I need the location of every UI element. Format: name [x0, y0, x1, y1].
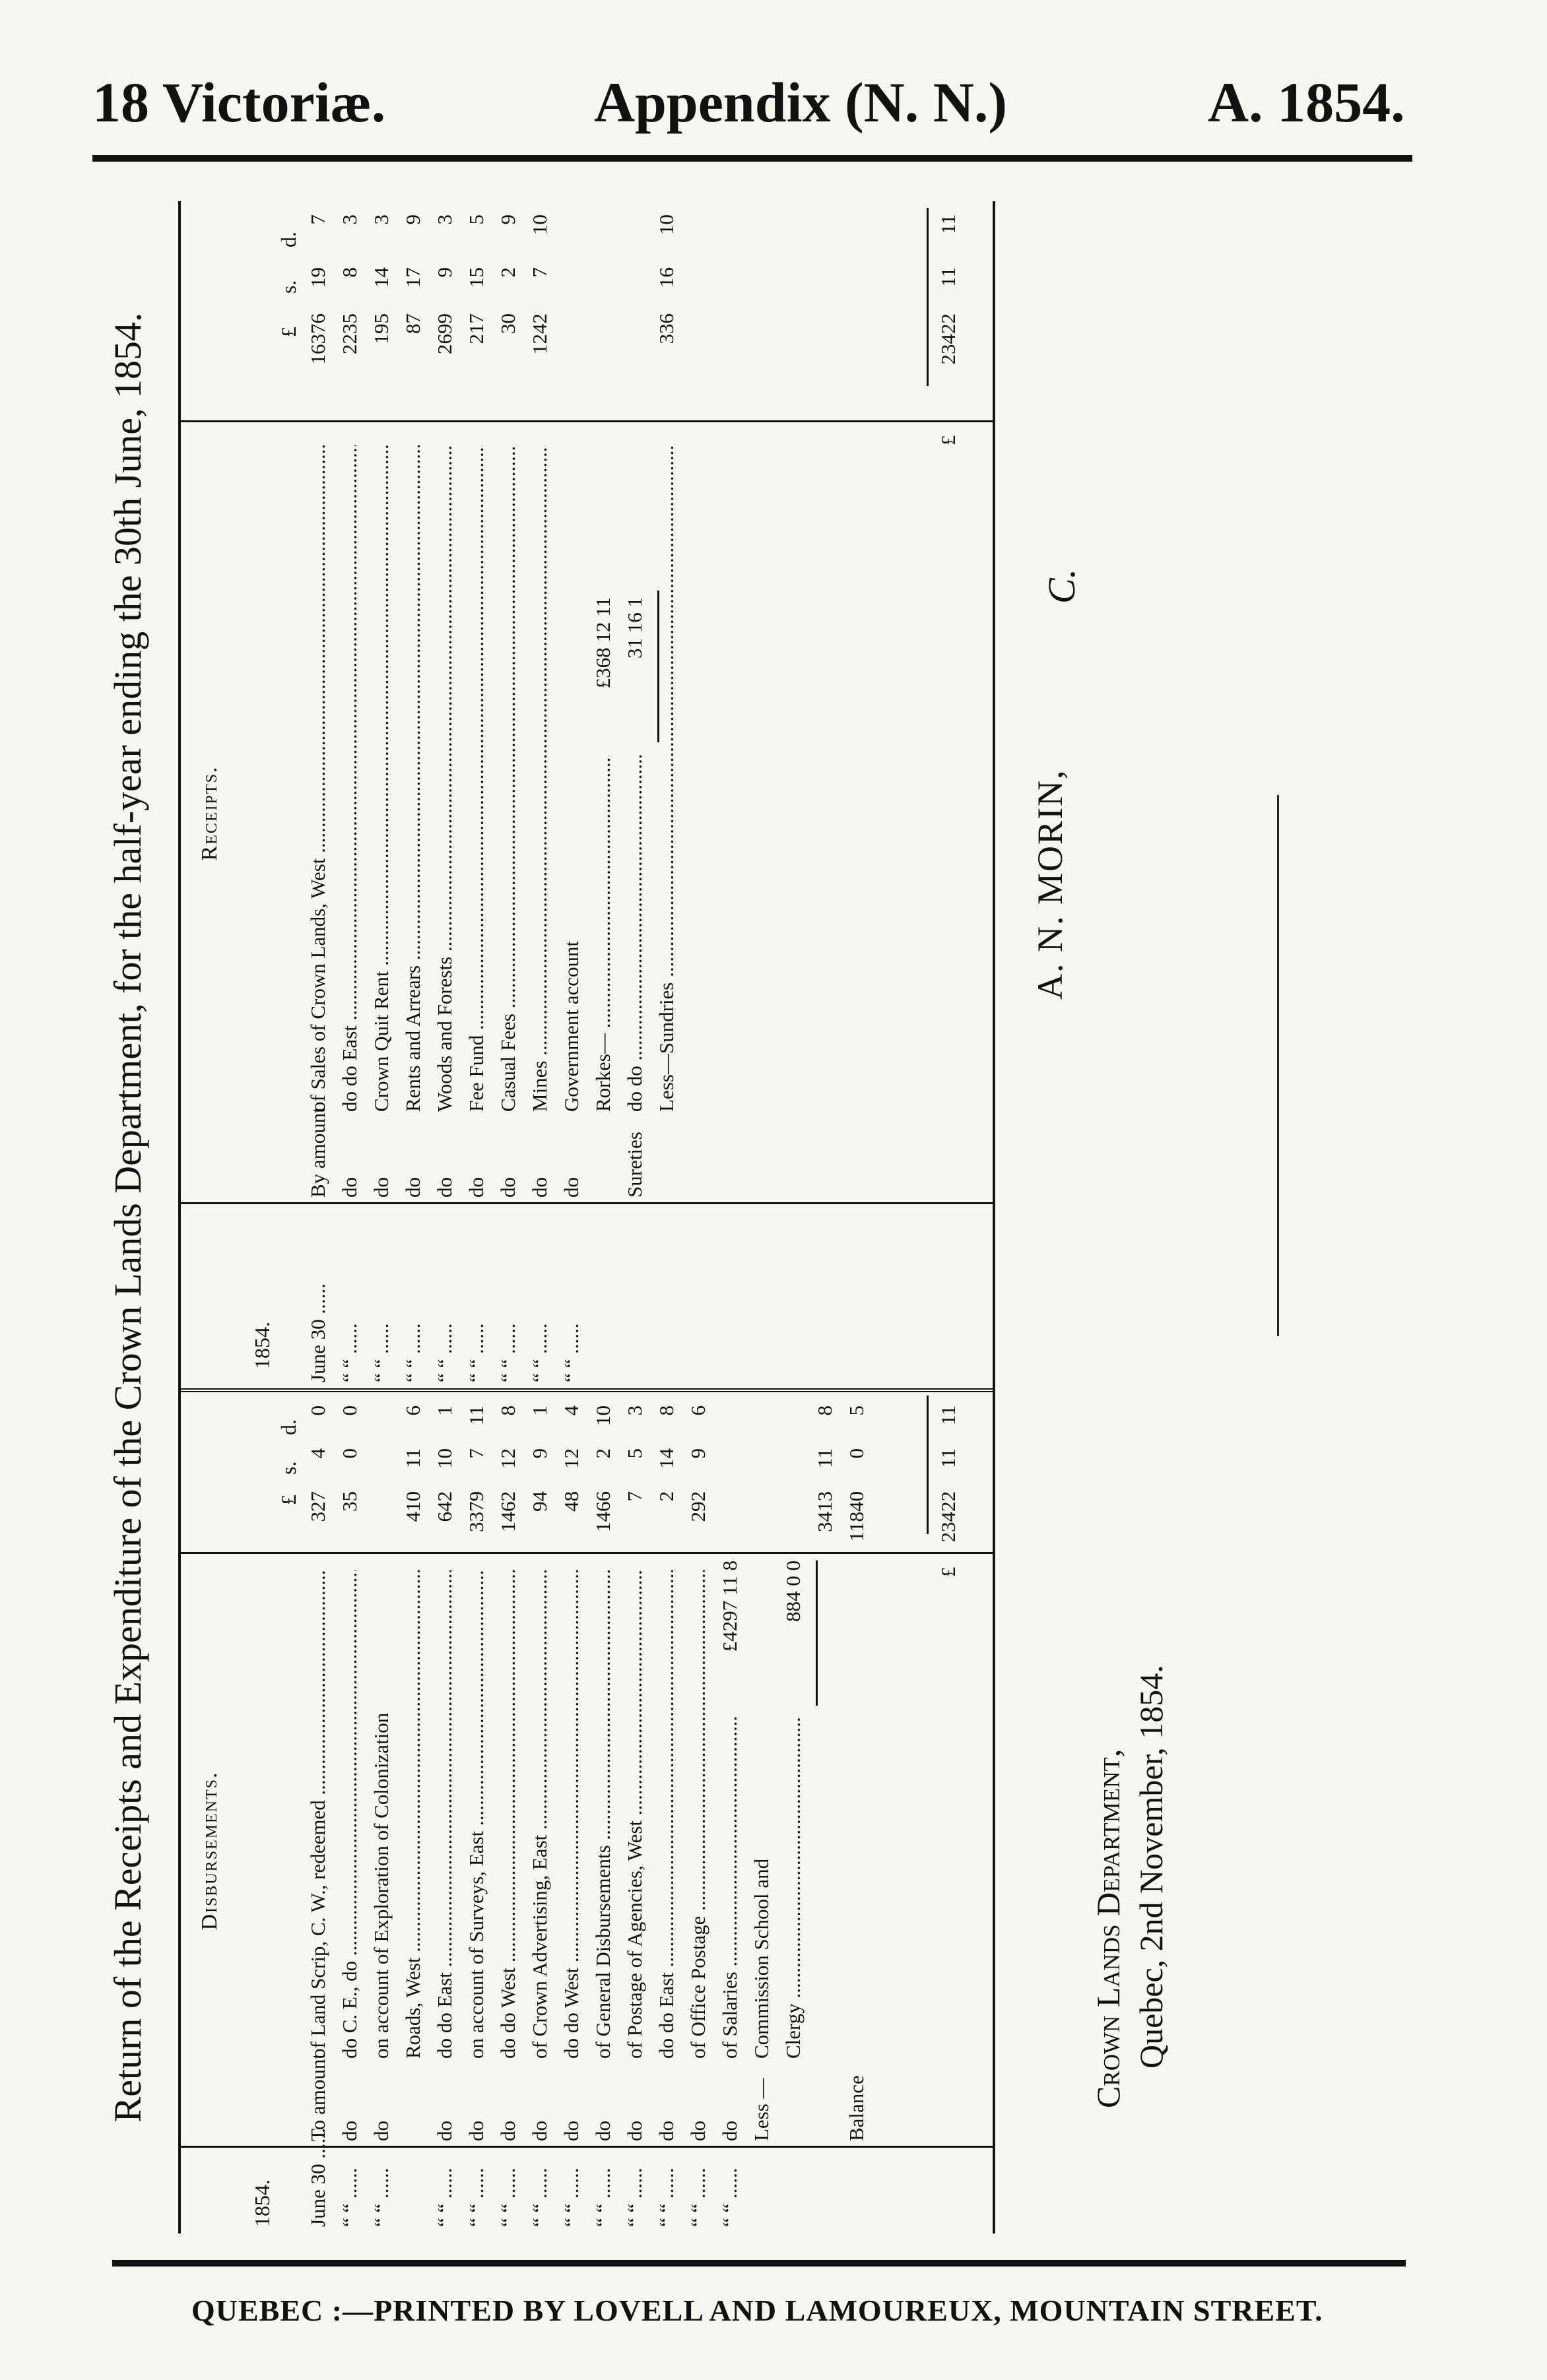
- ledger-table: [178, 201, 995, 2234]
- row-date: “ “ ......: [433, 1323, 456, 1382]
- row-pence: 0: [338, 1405, 361, 1416]
- row-description: Clergy .....: [781, 1716, 805, 2059]
- row-date: “ “ ......: [560, 1323, 583, 1382]
- row-description: do do East .....: [655, 1570, 678, 2059]
- row-pounds: 2699: [433, 313, 456, 354]
- row-description: do do West .....: [560, 1570, 583, 2059]
- receipts-row: [528, 201, 551, 2234]
- header-session: 18 Victoriæ.: [92, 71, 386, 134]
- row-subamount: 31 16 1: [623, 597, 646, 659]
- row-prefix: do: [338, 2121, 361, 2141]
- row-pence: 11: [465, 1405, 488, 1425]
- row-pounds: 2: [655, 1491, 678, 1502]
- disbursements-row: [718, 201, 741, 2234]
- row-pounds: 1462: [496, 1491, 519, 1532]
- disbursements-row: [781, 201, 805, 2234]
- row-pounds: 336: [655, 313, 678, 344]
- receipts-row: [496, 201, 519, 2234]
- row-shillings: 16: [655, 267, 678, 288]
- row-description: Commission School and: [750, 1858, 773, 2059]
- row-date: “ “ ......: [370, 2168, 393, 2227]
- row-prefix: By amount: [306, 1107, 329, 1198]
- row-subamount: 884 0 0: [781, 1560, 805, 1622]
- row-pence: 5: [845, 1405, 868, 1416]
- row-description: do do .....: [623, 756, 646, 1112]
- rec-pence-head: d.: [277, 232, 300, 247]
- subtotal-rule: [657, 591, 659, 742]
- row-pounds: 292: [686, 1491, 709, 1522]
- disb-pound-head: £: [277, 1495, 300, 1505]
- receipts-row: [591, 201, 614, 2234]
- row-pence: 8: [655, 1405, 678, 1416]
- row-prefix: Balance: [845, 2075, 868, 2141]
- receipts-row: [338, 201, 361, 2234]
- row-pence: 10: [528, 214, 551, 235]
- printer-footer: QUEBEC :—PRINTED BY LOVELL AND LAMOUREUX, MOUNTAIN STREET.: [191, 2294, 1323, 2327]
- row-prefix: Sureties: [623, 1132, 646, 1198]
- row-pounds: 1242: [528, 313, 551, 354]
- row-pounds: 410: [401, 1491, 424, 1522]
- row-shillings: 12: [560, 1448, 583, 1469]
- rec-total-symbol: £: [937, 435, 960, 445]
- row-date: “ “ ......: [465, 1323, 488, 1382]
- header-year: A. 1854.: [1208, 71, 1405, 134]
- row-prefix: do: [496, 1177, 519, 1198]
- col-rule: [181, 2146, 993, 2148]
- signature-line: [1277, 795, 1279, 1336]
- department-name: Crown Lands Department,: [1090, 1749, 1127, 2108]
- row-date: “ “ ......: [528, 2168, 551, 2227]
- bottom-rule: [112, 2260, 1406, 2267]
- rotated-return-page: [99, 201, 1393, 2234]
- row-description: Rorkes— .....: [591, 756, 614, 1112]
- row-pence: 3: [433, 214, 456, 225]
- row-shillings: 2: [496, 267, 519, 278]
- row-date: “ “ ......: [623, 2168, 646, 2227]
- row-prefix: do: [433, 1177, 456, 1198]
- row-pence: 9: [496, 214, 519, 225]
- row-description: of Salaries .....: [718, 1716, 741, 2059]
- row-pounds: 642: [433, 1491, 456, 1522]
- row-shillings: 5: [623, 1448, 646, 1459]
- row-prefix: do: [560, 1177, 583, 1198]
- receipts-row: [623, 201, 646, 2234]
- row-pounds: 327: [306, 1491, 329, 1522]
- disbursements-heading: Disbursements.: [197, 1771, 222, 1931]
- row-pence: 3: [623, 1405, 646, 1416]
- rec-total-rule: [927, 208, 929, 386]
- row-description: Rents and Arrears .....: [401, 445, 424, 1112]
- row-date: June 30 ......: [306, 2128, 329, 2227]
- row-prefix: do: [401, 1177, 424, 1198]
- row-pounds: 2235: [338, 313, 361, 354]
- disbursements-row: [686, 201, 709, 2234]
- row-description: do do East .....: [433, 1570, 456, 2059]
- row-pounds: 7: [623, 1491, 646, 1502]
- row-description: on account of Exploration of Colonization: [370, 1712, 393, 2059]
- disb-total-pounds: 23422: [937, 1491, 960, 1543]
- row-description: Woods and Forests .....: [433, 445, 456, 1112]
- row-date: “ “ ......: [338, 2168, 361, 2227]
- disbursements-year: 1854.: [250, 2179, 274, 2227]
- disb-total-symbol: £: [937, 1566, 960, 1577]
- row-shillings: 8: [338, 267, 361, 278]
- row-shillings: 12: [496, 1448, 519, 1469]
- row-date: “ “ ......: [591, 2168, 614, 2227]
- top-rule: [92, 155, 1412, 162]
- disbursements-row: [813, 201, 836, 2234]
- receipts-row: [370, 201, 393, 2234]
- row-pence: 7: [306, 214, 329, 225]
- row-description: do do West .....: [496, 1570, 519, 2059]
- row-description: of General Disbursements .....: [591, 1570, 614, 2059]
- row-pounds: 35: [338, 1491, 361, 1512]
- row-description: Casual Fees .....: [496, 445, 519, 1112]
- row-shillings: 9: [686, 1448, 709, 1459]
- row-date: “ “ ......: [496, 1323, 519, 1382]
- row-prefix: do: [496, 2121, 519, 2141]
- col-rule: [181, 1552, 993, 1554]
- receipts-row: [306, 201, 329, 2234]
- rec-total-pence: 11: [937, 214, 960, 234]
- row-pence: 9: [401, 214, 424, 225]
- row-prefix: do: [465, 1177, 488, 1198]
- rec-total-shillings: 11: [937, 267, 960, 287]
- row-prefix: do: [370, 2121, 393, 2141]
- row-description: of Land Scrip, C. W., redeemed .....: [306, 1570, 329, 2059]
- row-prefix: do: [718, 2121, 741, 2141]
- row-date: “ “ ......: [433, 2168, 456, 2227]
- row-pence: 8: [813, 1405, 836, 1416]
- row-description: of Office Postage .....: [686, 1570, 709, 2059]
- row-description: Fee Fund .....: [465, 445, 488, 1112]
- row-prefix: do: [623, 2121, 646, 2141]
- row-description: do C. E., do .....: [338, 1570, 361, 2059]
- row-pence: 8: [496, 1405, 519, 1416]
- row-shillings: 17: [401, 267, 424, 288]
- row-pounds: 11840: [845, 1491, 868, 1542]
- row-description: of Crown Advertising, East .....: [528, 1570, 551, 2059]
- row-shillings: 7: [528, 267, 551, 278]
- row-description: Less—Sundries .....: [655, 445, 678, 1112]
- row-shillings: 19: [306, 267, 329, 288]
- row-pence: 0: [306, 1405, 329, 1416]
- row-pence: 10: [591, 1405, 614, 1426]
- row-date: “ “ ......: [465, 2168, 488, 2227]
- row-pence: 1: [433, 1405, 456, 1416]
- receipts-row: [433, 201, 456, 2234]
- row-shillings: 15: [465, 267, 488, 288]
- row-pounds: 48: [560, 1491, 583, 1512]
- row-shillings: 7: [465, 1448, 488, 1459]
- row-prefix: do: [338, 1177, 361, 1198]
- row-prefix: do: [686, 2121, 709, 2141]
- subtotal-rule: [816, 1560, 818, 1706]
- row-subamount: £368 12 11: [591, 597, 614, 689]
- receipts-row: [401, 201, 424, 2234]
- disbursements-row: [750, 201, 773, 2234]
- row-shillings: 2: [591, 1448, 614, 1459]
- row-shillings: 0: [338, 1448, 361, 1459]
- row-date: “ “ ......: [401, 1323, 424, 1382]
- row-pounds: 195: [370, 313, 393, 344]
- row-shillings: 11: [813, 1448, 836, 1468]
- receipts-row: [560, 201, 583, 2234]
- row-date: “ “ ......: [528, 1323, 551, 1382]
- row-pence: 5: [465, 214, 488, 225]
- disb-total-shillings: 11: [937, 1448, 960, 1468]
- row-pounds: 3413: [813, 1491, 836, 1532]
- row-description: Mines .....: [528, 445, 551, 1112]
- receipts-row: [465, 201, 488, 2234]
- receipts-heading: Receipts.: [197, 765, 222, 861]
- rec-shilling-head: s.: [277, 280, 300, 294]
- row-pounds: 87: [401, 313, 424, 334]
- row-shillings: 10: [433, 1448, 456, 1469]
- col-rule: [181, 420, 993, 422]
- row-pounds: 30: [496, 313, 519, 334]
- row-date: “ “ ......: [370, 1323, 393, 1382]
- receipts-year: 1854.: [250, 1322, 274, 1369]
- signature-block: [1010, 201, 1379, 2234]
- row-shillings: 9: [528, 1448, 551, 1459]
- row-pence: 10: [655, 214, 678, 235]
- row-pence: 6: [686, 1405, 709, 1416]
- row-pence: 1: [528, 1405, 551, 1416]
- disb-pence-head: d.: [277, 1419, 300, 1435]
- row-pounds: 1466: [591, 1491, 614, 1532]
- page-header: [0, 69, 1547, 142]
- row-pounds: 217: [465, 313, 488, 344]
- place-and-date: Quebec, 2nd November, 1854.: [1133, 1665, 1169, 2069]
- row-prefix: do: [560, 2121, 583, 2141]
- row-date: “ “ ......: [496, 2168, 519, 2227]
- rec-total-pounds: 23422: [937, 313, 960, 365]
- disb-shilling-head: s.: [277, 1461, 300, 1475]
- row-description: of Sales of Crown Lands, West .....: [306, 445, 329, 1112]
- rec-pound-head: £: [277, 327, 300, 337]
- row-description: of Postage of Agencies, West .....: [623, 1570, 646, 2059]
- row-pounds: 3379: [465, 1491, 488, 1532]
- row-description: Crown Quit Rent .....: [370, 445, 393, 1112]
- row-date: “ “ ......: [655, 2168, 678, 2227]
- row-prefix: Less —: [750, 2078, 773, 2141]
- row-pence: 3: [370, 214, 393, 225]
- row-date: “ “ ......: [338, 1323, 361, 1382]
- row-prefix: do: [591, 2121, 614, 2141]
- row-prefix: do: [528, 2121, 551, 2141]
- row-prefix: do: [370, 1177, 393, 1198]
- row-date: “ “ ......: [686, 2168, 709, 2227]
- col-rule: [181, 1202, 993, 1204]
- row-pence: 4: [560, 1405, 583, 1416]
- row-prefix: do: [528, 1177, 551, 1198]
- row-pounds: 94: [528, 1491, 551, 1512]
- receipts-row: [655, 201, 678, 2234]
- row-prefix: To amount: [306, 2053, 329, 2141]
- row-shillings: 0: [845, 1448, 868, 1459]
- disb-total-rule: [927, 1396, 929, 1534]
- row-subamount: £4297 11 8: [718, 1560, 741, 1652]
- row-description: Government account: [560, 940, 583, 1112]
- row-shillings: 14: [370, 267, 393, 288]
- row-date: “ “ ......: [718, 2168, 741, 2227]
- row-pounds: 16376: [306, 313, 329, 365]
- row-pence: 3: [338, 214, 361, 225]
- row-prefix: do: [655, 2121, 678, 2141]
- row-shillings: 11: [401, 1448, 424, 1468]
- signer-name: A. N. MORIN,: [1030, 769, 1070, 1000]
- row-description: Roads, West .....: [401, 1570, 424, 2059]
- row-description: do do East .....: [338, 445, 361, 1112]
- row-prefix: do: [433, 2121, 456, 2141]
- signer-title: C.: [1040, 568, 1083, 604]
- row-pence: 6: [401, 1405, 424, 1416]
- disbursements-row: [845, 201, 868, 2234]
- row-date: “ “ ......: [560, 2168, 583, 2227]
- return-title: Return of the Receipts and Expenditure of the Crown Lands Department, for the half-year ending the 30th June, 1854.: [106, 312, 149, 2123]
- row-date: June 30 ......: [306, 1283, 329, 1382]
- section-divider: [181, 1388, 993, 1392]
- row-prefix: do: [465, 2121, 488, 2141]
- disb-total-pence: 11: [937, 1405, 960, 1425]
- row-shillings: 4: [306, 1448, 329, 1459]
- receipts-total-row: [937, 201, 960, 2234]
- row-shillings: 9: [433, 267, 456, 278]
- row-description: on account of Surveys, East .....: [465, 1570, 488, 2059]
- header-appendix: Appendix (N. N.): [594, 71, 1007, 134]
- row-shillings: 14: [655, 1448, 678, 1469]
